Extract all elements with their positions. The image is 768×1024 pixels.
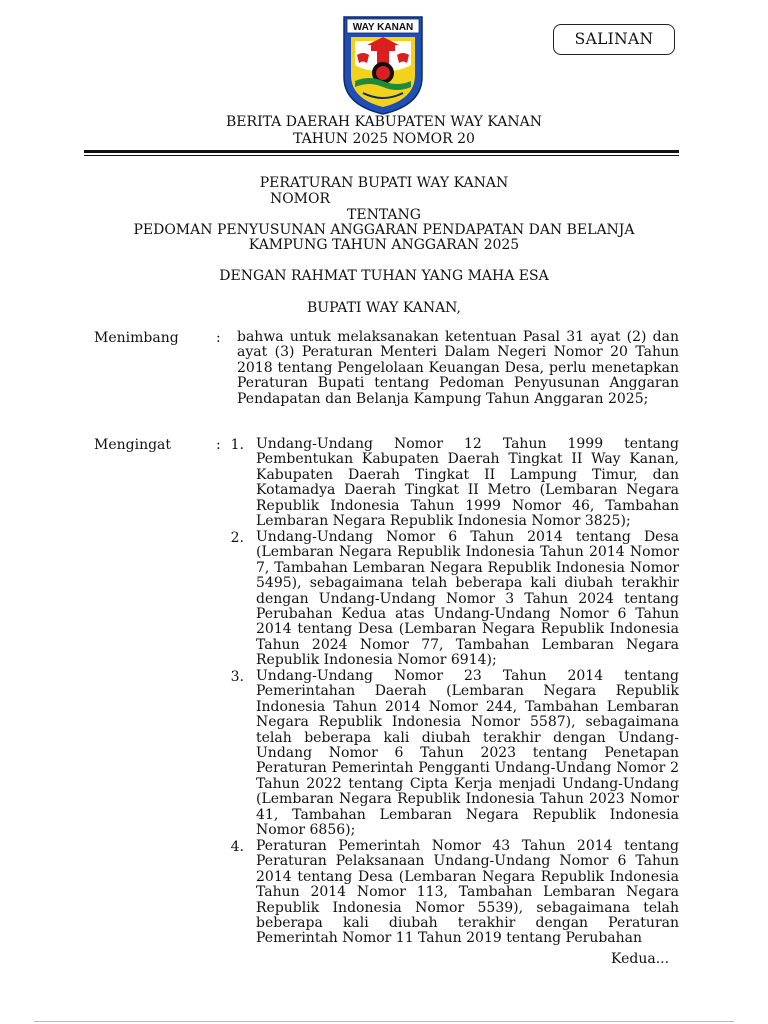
menimbang-label: Menimbang <box>94 330 179 346</box>
gazette-title: BERITA DAERAH KABUPATEN WAY KANAN <box>226 114 542 130</box>
list-item: Undang-Undang Nomor 23 Tahun 2014 tentang Pemerintahan Daerah (Lembaran Negara Republik Indonesia Tahun 2014 Nomor 244, Tambahan Lembaran Negara Republik Indonesia Nomor 5587), sebagaimana telah beberapa kali diubah terakhir dengan Undang-Undang Nomor 6 Tahun 2023 tentang Penetapan Peraturan Pemerintah Pengganti Undang-Undang Nomor 2 Tahun 2022 tentang Cipta Kerja menjadi Undang-Undang (Lembaran Negara Republik Indonesia Tahun 2023 Nomor 41, Tambahan Lembaran Negara Republik Indonesia Nomor 6856); <box>256 668 679 839</box>
tentang-heading: TENTANG <box>347 207 421 223</box>
regulation-title: PERATURAN BUPATI WAY KANAN <box>259 175 509 191</box>
page-bottom-edge <box>34 1021 734 1022</box>
emblem-banner-text: WAY KANAN <box>352 22 414 33</box>
mengingat-colon: : <box>216 437 221 453</box>
subject-line-2: KAMPUNG TAHUN ANGGARAN 2025 <box>248 237 520 253</box>
list-item: Peraturan Pemerintah Nomor 43 Tahun 2014 tentang Peraturan Pelaksanaan Undang-Undang Nomor 6 Tahun 2014 tentang Desa (Lembaran Negara Republik Indonesia Tahun 2014 Nomor 113, Tambahan Lembaran Negara Republik Indonesia Nomor 5539), sebagaimana telah beberapa kali diubah terakhir dengan Peraturan Pemerintah Nomor 11 Tahun 2019 tentang Perubahan <box>256 838 679 947</box>
menimbang-text: bahwa untuk melaksanakan ketentuan Pasal 31 ayat (2) dan ayat (3) Peraturan Menteri Dalam Negeri Nomor 20 Tahun 2018 tentang Pengelolaan Keuangan Desa, perlu menetapkan Peraturan Bupati tentang Pedoman Penyusunan Anggaran Pendapatan dan Belanja Kampung Tahun Anggaran 2025; <box>237 329 679 407</box>
issuing-authority: BUPATI WAY KANAN, <box>307 300 461 316</box>
way-kanan-emblem-icon <box>341 15 425 116</box>
regulation-number-label: NOMOR <box>269 191 331 207</box>
list-item-number: 4. <box>230 839 244 855</box>
list-item-number: 2. <box>230 530 244 546</box>
list-item: Undang-Undang Nomor 6 Tahun 2014 tentang Desa (Lembaran Negara Republik Indonesia Tahun 2014 Nomor 7, Tambahan Lembaran Negara Republik Indonesia Nomor 5495), sebagaimana telah beberapa kali diubah terakhir dengan Undang-Undang Nomor 3 Tahun 2024 tentang Perubahan Kedua atas Undang-Undang Nomor 6 Tahun 2014 tentang Desa (Lembaran Negara Republik Indonesia Tahun 2024 Nomor 77, Tambahan Lembaran Negara Republik Indonesia Nomor 6914); <box>256 529 679 669</box>
grace-invocation: DENGAN RAHMAT TUHAN YANG MAHA ESA <box>219 268 549 284</box>
header-divider <box>84 150 679 153</box>
subject-line-1: PEDOMAN PENYUSUNAN ANGGARAN PENDAPATAN DAN BELANJA <box>133 222 635 238</box>
list-item-number: 3. <box>230 669 244 685</box>
gazette-number: TAHUN 2025 NOMOR 20 <box>293 131 475 147</box>
header-divider-thin <box>84 155 679 156</box>
list-item-number: 1. <box>230 437 244 453</box>
list-item: Undang-Undang Nomor 12 Tahun 1999 tentang Pembentukan Kabupaten Daerah Tingkat II Way Kanan, Kabupaten Daerah Tingkat II Lampung Timur, dan Kotamadya Daerah Tingkat II Metro (Lembaran Negara Republik Indonesia Tahun 1999 Nomor 46, Tambahan Lembaran Negara Republik Indonesia Nomor 3825); <box>256 436 679 530</box>
page-continuation: Kedua... <box>611 951 670 967</box>
mengingat-label: Mengingat <box>94 437 172 453</box>
menimbang-colon: : <box>216 330 221 346</box>
salinan-stamp: SALINAN <box>553 24 675 55</box>
